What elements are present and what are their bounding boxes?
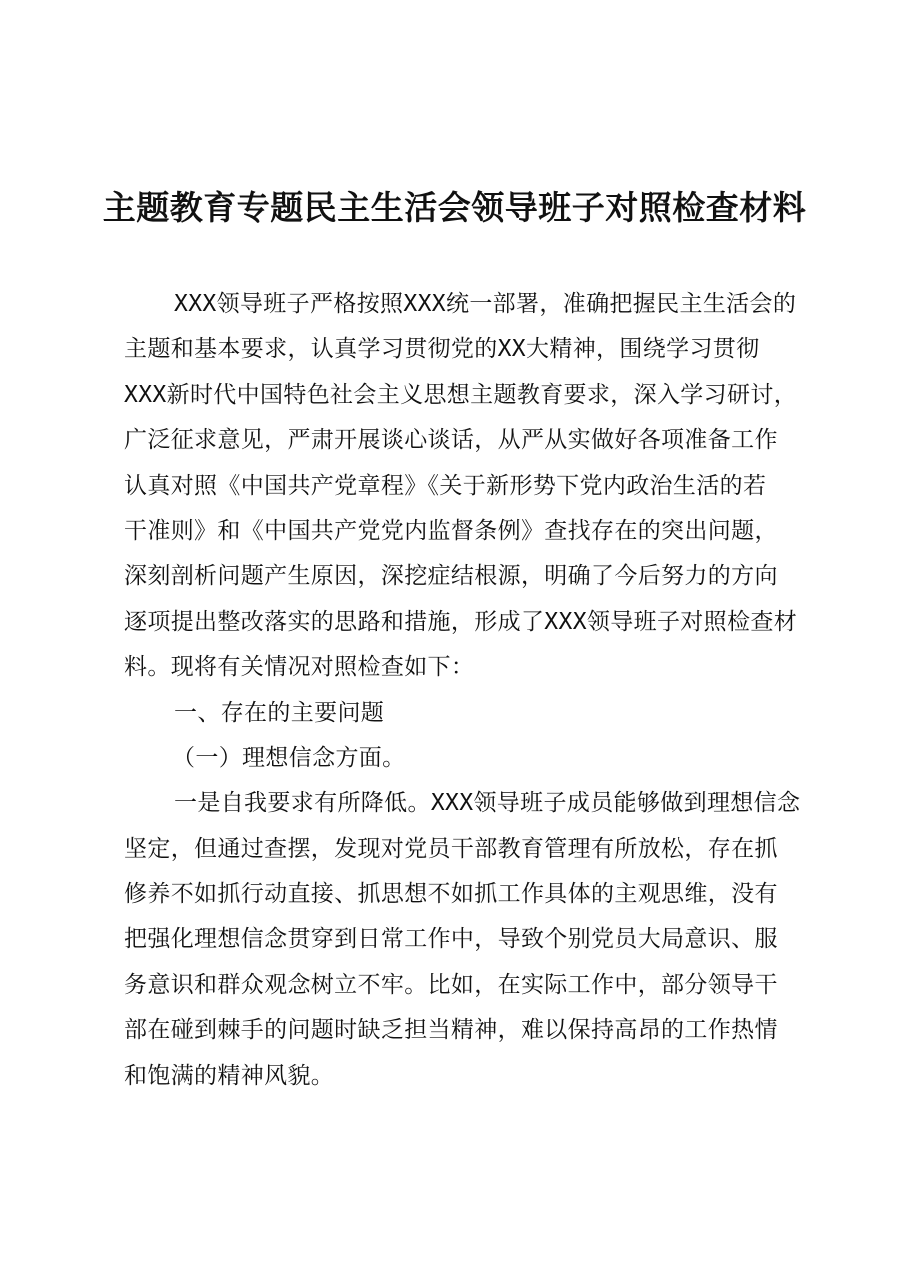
subsection-heading: （一）理想信念方面。 xyxy=(172,744,406,771)
text-line: 深刻剖析问题产生原因，深挖症结根源，明确了今后努力的方向 xyxy=(124,563,778,590)
text-line: XXX领导班子严格按照XXX统一部署，准确把握民主生活会的 xyxy=(174,291,797,317)
text-line: XXX新时代中国特色社会主义思想主题教育要求，深入学习研讨， xyxy=(124,381,798,408)
text-line: 部在碰到棘手的问题时缺乏担当精神，难以保持高昂的工作热情 xyxy=(124,1017,778,1044)
document-body xyxy=(124,282,814,1099)
text-line: 一是自我要求有所降低。XXX领导班子成员能够做到理想信念 xyxy=(174,790,801,817)
text-line: 干准则》和《中国共产党党内监督条例》查找存在的突出问题， xyxy=(124,517,778,544)
text-line: 务意识和群众观念树立不牢。比如，在实际工作中，部分领导干 xyxy=(124,971,778,998)
text-line: 认真对照《中国共产党章程》《关于新形势下党内政治生活的若 xyxy=(124,472,767,499)
text-line: 广泛征求意见，严肃开展谈心谈话，从严从实做好各项准备工作 xyxy=(124,427,778,454)
section-heading: 一、存在的主要问题 xyxy=(174,699,385,726)
text-line: 主题和基本要求，认真学习贯彻党的XX大精神，围绕学习贯彻 xyxy=(124,336,760,363)
text-line: 坚定，但通过查摆，发现对党员干部教育管理有所放松，存在抓 xyxy=(124,835,778,862)
text-line: 修养不如抓行动直接、抓思想不如抓工作具体的主观思维，没有 xyxy=(124,881,778,908)
text-line: 把强化理想信念贯穿到日常工作中，导致个别党员大局意识、服 xyxy=(124,926,778,953)
text-line: 逐项提出整改落实的思路和措施，形成了XXX领导班子对照检查材 xyxy=(124,608,798,635)
document-title: 主题教育专题民主生活会领导班子对照检查材料 xyxy=(102,188,807,227)
text-line: 料。现将有关情况对照检查如下： xyxy=(124,654,475,681)
text-line: 和饱满的精神风貌。 xyxy=(124,1062,335,1089)
